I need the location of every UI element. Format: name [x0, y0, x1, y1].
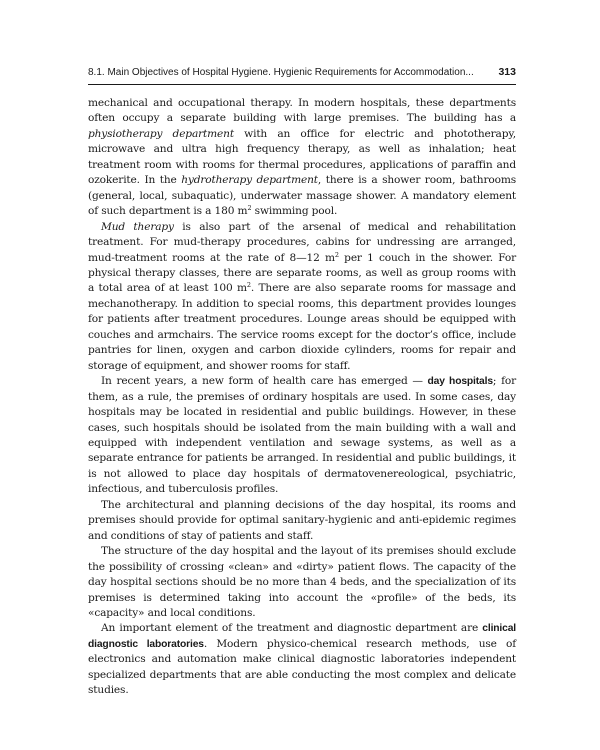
italic-term: hydrotherapy department	[181, 174, 318, 187]
text-run: . There are also separate rooms for massage and mechanotherapy. In addition to special rooms, this department provides lounges for patients after treatment procedures. Lounge areas should be equipped with couches and armchairs. The service rooms except for the doctor’s office, include pantries for linen, oxygen and carbon dioxide cylinders, rooms for repair and storage of equipment, and shower rooms for staff.	[88, 282, 516, 372]
bold-term: day hospitals	[427, 376, 493, 388]
text-run: swimming pool.	[251, 205, 338, 218]
text-run: The structure of the day hospital and the layout of its premises should exclude the possibility of crossing «clean» and «dirty» patient flows. The capacity of the day hospital sections should be no more than 4 beds, and the specialization of its premises is determined taking into account the «profile» of the beds, its «capacity» and local conditions.	[88, 545, 516, 619]
text-run: , there is a shower room, bathrooms (general, local, subaquatic), underwater massage shower. A mandatory element of such department is a 180 m	[88, 174, 517, 218]
text-run: ; for them, as a rule, the premises of ordinary hospitals are used. In some cases, day hospitals may be located in residential and public buildings. However, in these cases, such hospitals should be isolated from the main building with a wall and equipped with independent ventilation and sewage systems, as well as a separate entrance for patients be arranged. In residential and public buildings, it is not allowed to place day hospitals of dermatovenereological, psychiatric, infectious, and tuberculosis profiles.	[88, 375, 516, 496]
italic-term: physiotherapy department	[88, 127, 234, 140]
text-run: per 1 couch in the shower. For physical therapy classes, there are separate rooms, as well as group rooms with a total area of at least 100 m	[88, 251, 516, 295]
paragraph	[88, 96, 516, 220]
text-run: mechanical and occupational therapy. In modern hospitals, these departments often occupy a separate building with large premises. The building has a	[88, 97, 516, 125]
superscript: 2	[247, 204, 252, 213]
paragraph	[88, 498, 516, 544]
text-run: with an office for electric and phototherapy, microwave and ultra high frequency therapy, as well as inhalation; heat treatment room with rooms for thermal procedures, applications of paraffin and ozokerite. In the	[88, 127, 516, 187]
text-run: . Modern physico-chemical research methods, use of electronics and automation make clinical diagnostic laboratories independent specialized departments that are able conducting the most complex and delicate studies.	[88, 637, 517, 697]
superscript: 2	[246, 281, 251, 290]
italic-term: Mud therapy	[101, 220, 174, 233]
bold-term: clinical diagnostic laboratories	[88, 623, 516, 650]
text-run: The architectural and planning decisions of the day hospital, its rooms and premises should provide for optimal sanitary-hygienic and anti-epidemic regimes and conditions of stay of patients and staff.	[88, 498, 516, 542]
body-text	[88, 96, 516, 699]
running-header	[88, 66, 516, 80]
paragraph	[88, 621, 516, 698]
text-run: is also part of the arsenal of medical and rehabilitation treatment. For mud-therapy procedures, cabins for undressing are arranged, mud-treatment rooms at the rate of 8—12 m	[88, 220, 516, 264]
header-rule	[88, 84, 516, 85]
paragraph	[88, 220, 516, 375]
text-run: An important element of the treatment and diagnostic department are	[101, 622, 483, 635]
text-run: In recent years, a new form of health care has emerged —	[101, 375, 428, 388]
paragraph	[88, 374, 516, 498]
paragraph	[88, 544, 516, 621]
page-number: 313	[498, 66, 516, 78]
running-title: 8.1. Main Objectives of Hospital Hygiene. Hygienic Requirements for Accommodation...	[88, 67, 474, 78]
superscript: 2	[334, 250, 339, 259]
